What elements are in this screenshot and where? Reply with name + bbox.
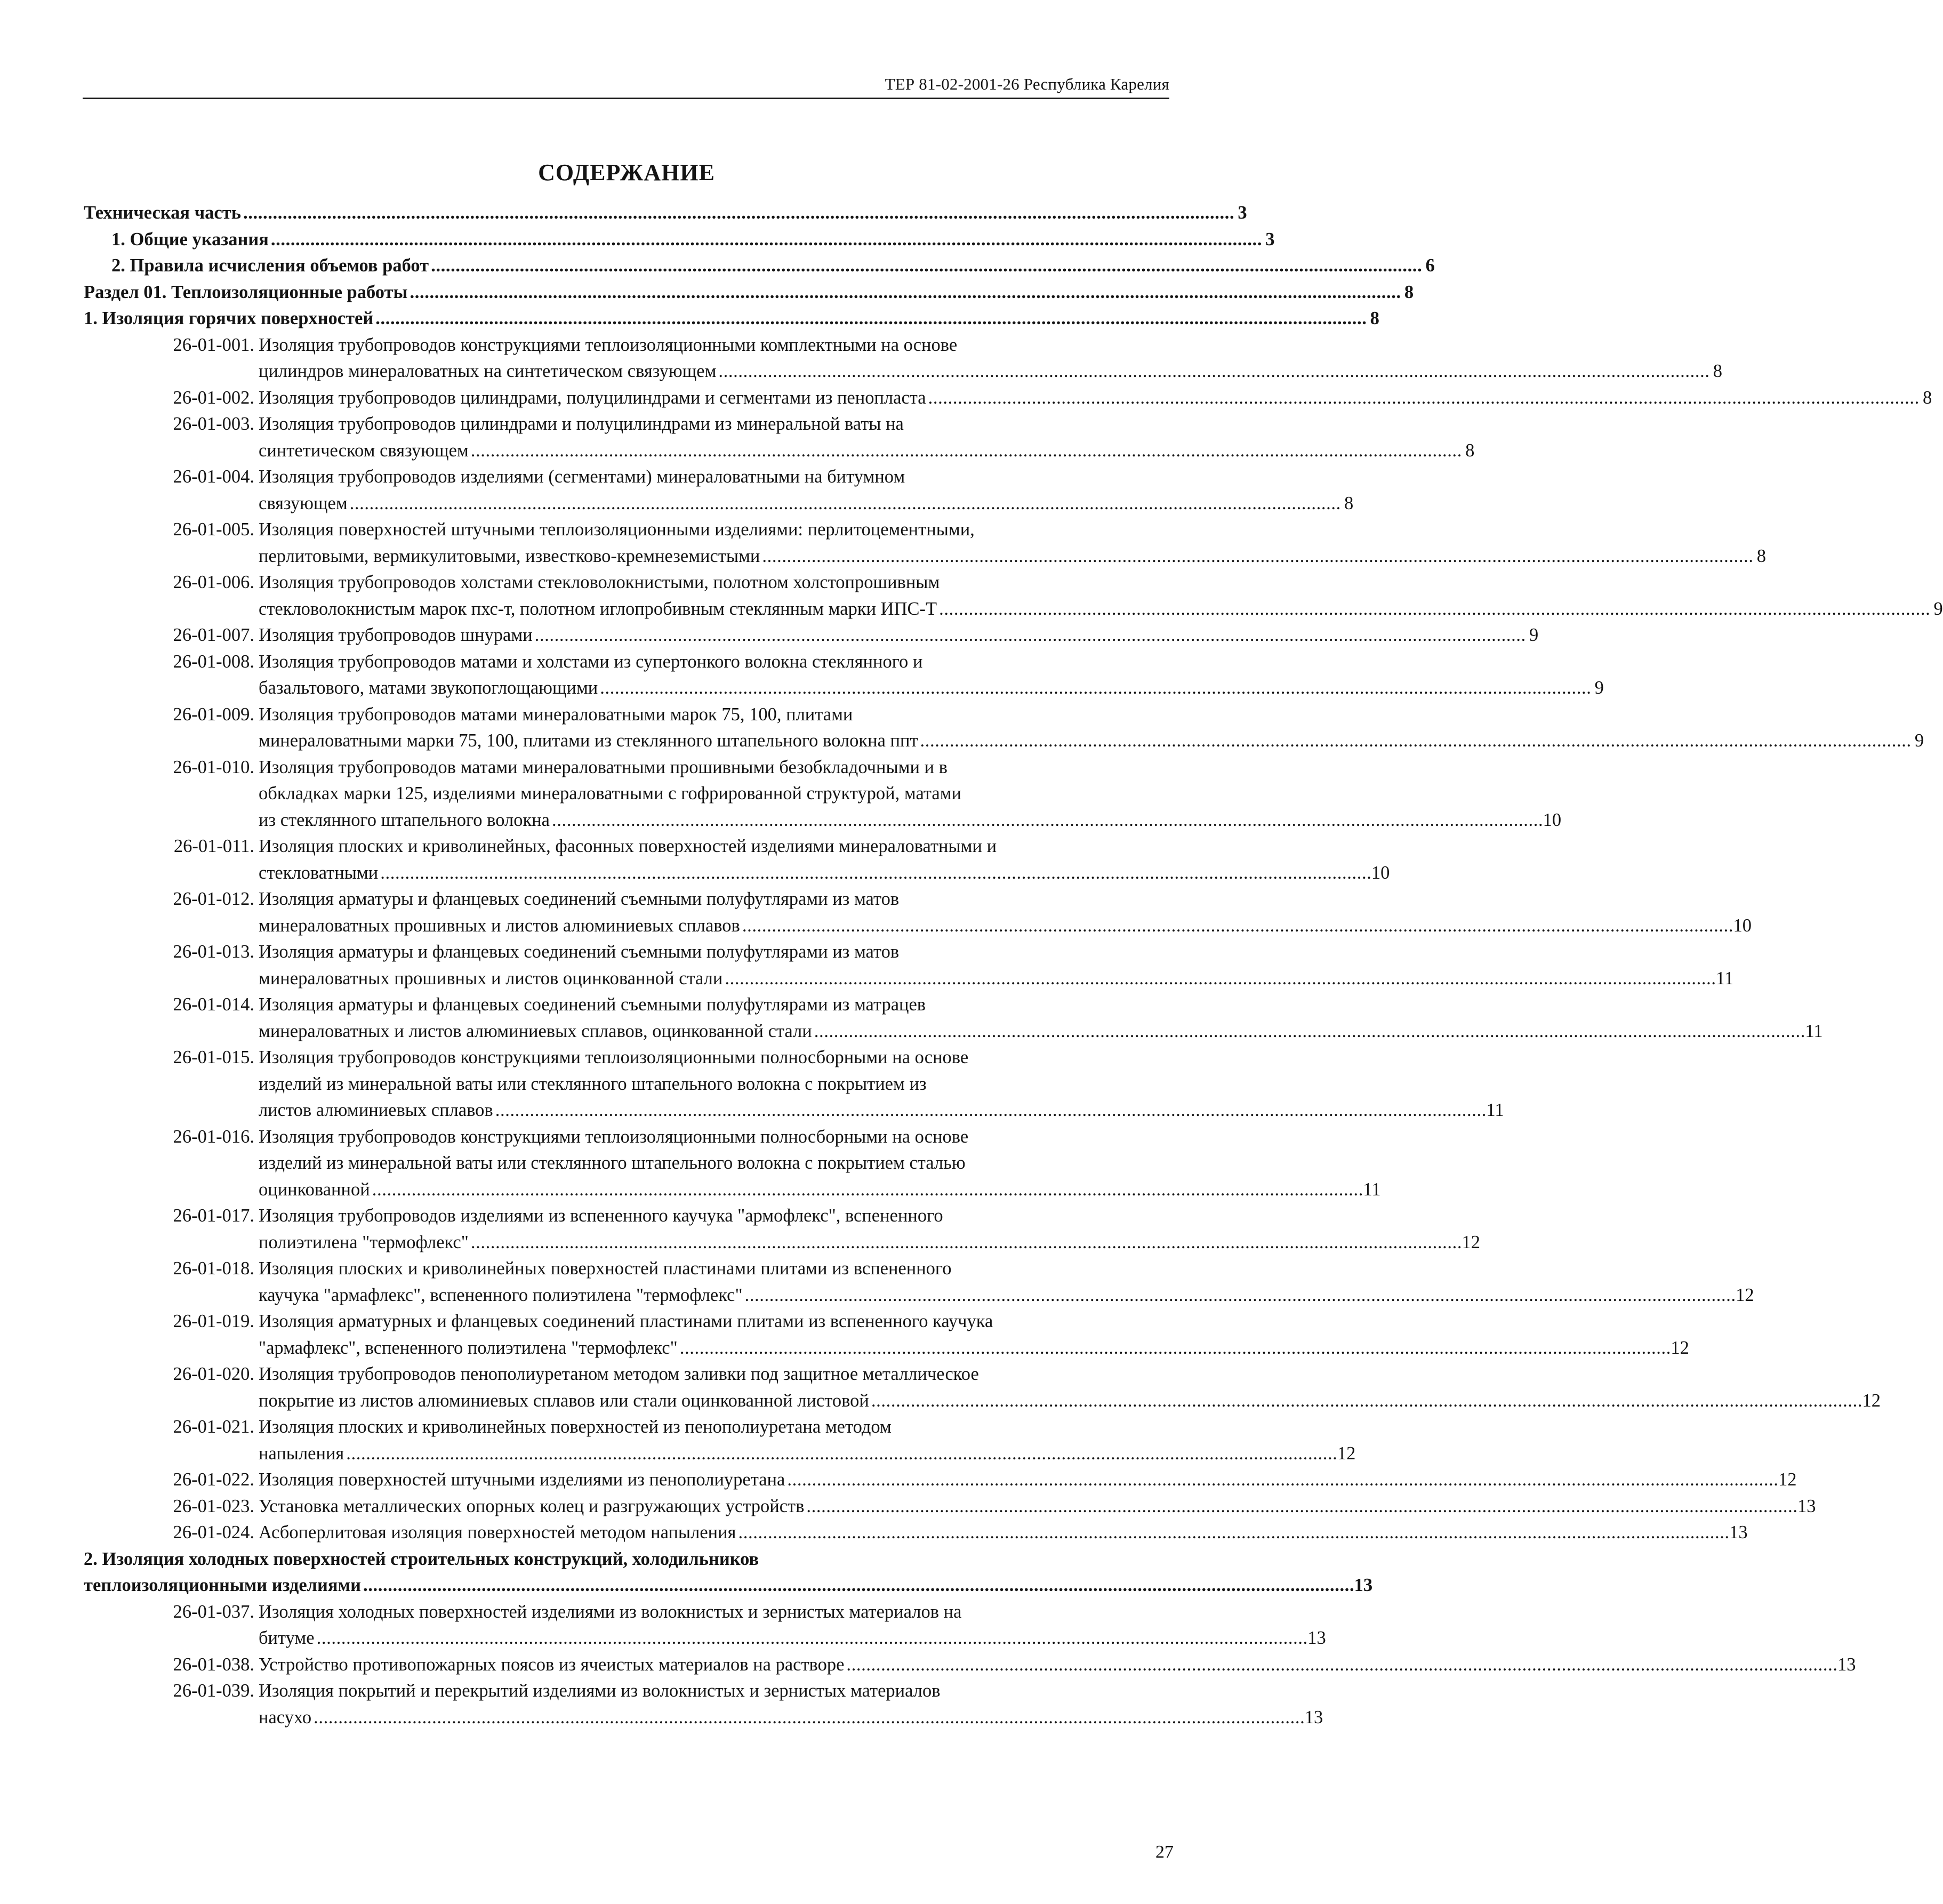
toc-entry-text: изделий из минеральной ваты или стеклянного штапельного волокна с покрытием из — [259, 1073, 927, 1094]
toc-entry-code: 26-01-037. — [173, 1601, 254, 1622]
toc-entry-text: Изоляция арматуры и фланцевых соединений съемными полуфутлярами из матов — [259, 889, 900, 909]
toc-entry[interactable] — [84, 833, 1390, 886]
toc-page-ref: 13 — [1729, 1522, 1748, 1543]
toc-entry-body — [254, 939, 1734, 992]
toc-entry-code: 26-01-018. — [173, 1258, 254, 1279]
toc-entry-text: стекловатными — [259, 862, 379, 883]
toc-entry-code: 26-01-015. — [173, 1047, 254, 1067]
toc-page-ref: 12 — [1778, 1469, 1797, 1490]
toc-entry-line — [84, 306, 1379, 332]
toc-entry-text: полиэтилена "термофлекс" — [259, 1232, 469, 1252]
toc-page-ref: 8 — [1713, 361, 1723, 381]
toc-entry-text: минераловатных и листов алюминиевых сплавов, оцинкованной стали — [259, 1021, 812, 1041]
toc-entry-code: 26-01-024. — [173, 1522, 254, 1543]
dot-leader — [471, 438, 1460, 464]
toc-entry-code: 26-01-039. — [173, 1681, 254, 1701]
toc-entry-body — [254, 1308, 1689, 1361]
table-of-contents — [84, 200, 1943, 1731]
dot-leader — [920, 728, 1909, 754]
toc-page-ref: 3 — [1238, 203, 1247, 223]
toc-entry-body — [254, 1203, 1480, 1256]
toc-page-ref: 9 — [1933, 598, 1943, 619]
toc-entry-line — [259, 622, 1539, 649]
toc-entry-line — [111, 227, 1275, 253]
toc-entry-line — [259, 1124, 1169, 1151]
toc-entry-line — [259, 596, 1943, 623]
toc-entry-line — [259, 1599, 1169, 1626]
toc-entry-line — [259, 833, 1169, 860]
toc-entry-text: Изоляция поверхностей штучными изделиями из пенополиуретана — [259, 1469, 785, 1490]
dot-leader — [380, 860, 1369, 887]
dot-leader — [814, 1018, 1803, 1045]
toc-entry-text: Изоляция трубопроводов матами минераловатными марок 75, 100, плитами — [259, 704, 853, 725]
toc-entry-line — [259, 464, 1169, 491]
toc-page-ref: 13 — [1797, 1496, 1816, 1516]
dot-leader — [271, 227, 1260, 253]
toc-page-ref: 6 — [1425, 255, 1435, 276]
toc-entry-body — [254, 833, 1390, 886]
toc-entry-line — [259, 1308, 1169, 1335]
toc-page-ref: 8 — [1465, 440, 1475, 461]
toc-entry-body — [254, 1124, 1381, 1203]
toc-entry-text: связующем — [259, 493, 348, 513]
dot-leader — [431, 253, 1420, 279]
toc-entry-text: Изоляция трубопроводов изделиями из вспененного каучука "армофлекс", вспененного — [259, 1206, 943, 1226]
toc-entry-body — [254, 1652, 1856, 1678]
toc-entry-line — [84, 1572, 1373, 1599]
toc-entry-line — [259, 1493, 1816, 1520]
toc-entry[interactable] — [84, 200, 1247, 227]
toc-entry-line — [259, 1388, 1881, 1415]
toc-entry-line — [259, 438, 1475, 464]
toc-page-ref: 8 — [1404, 282, 1414, 302]
toc-entry[interactable] — [84, 1493, 1816, 1520]
toc-entry-body — [254, 517, 1767, 569]
toc-entry-code: 26-01-020. — [173, 1364, 254, 1384]
toc-entry[interactable] — [84, 517, 1767, 569]
toc-page-ref: 11 — [1715, 968, 1734, 989]
toc-entry-code: 26-01-021. — [173, 1417, 254, 1437]
toc-entry[interactable] — [84, 1308, 1689, 1361]
dot-leader — [346, 1441, 1335, 1467]
toc-entry-body — [111, 253, 1435, 279]
toc-entry-body — [254, 1045, 1504, 1124]
toc-entry-text: Изоляция трубопроводов конструкциями теплоизоляционными комплектными на основе — [259, 334, 958, 355]
toc-entry-line — [259, 385, 1932, 412]
toc-entry-text: Раздел 01. Теплоизоляционные работы — [84, 282, 408, 302]
dot-leader — [928, 385, 1917, 412]
toc-entry-text: минераловатными марки 75, 100, плитами из стеклянного штапельного волокна ппт — [259, 730, 918, 751]
dot-leader — [745, 1282, 1734, 1309]
toc-entry-text: Изоляция арматуры и фланцевых соединений съемными полуфутлярами из матов — [259, 942, 900, 962]
toc-entry-line — [259, 1414, 1169, 1441]
toc-entry-line — [259, 1097, 1504, 1124]
toc-entry-text: Устройство противопожарных поясов из ячеистых материалов на растворе — [259, 1654, 845, 1675]
toc-entry-line — [259, 728, 1924, 754]
toc-entry-line — [259, 675, 1604, 702]
toc-entry-line — [259, 411, 1169, 438]
toc-page-ref: 11 — [1363, 1179, 1381, 1200]
toc-entry[interactable] — [84, 1678, 1323, 1731]
toc-entry-text: каучука "армафлекс", вспененного полиэтилена "термофлекс" — [259, 1284, 743, 1305]
dot-leader — [806, 1493, 1795, 1520]
dot-leader — [243, 200, 1232, 227]
toc-entry-line — [259, 332, 1169, 359]
dot-leader — [471, 1230, 1460, 1256]
toc-entry-line — [111, 253, 1435, 279]
toc-entry-line — [259, 1018, 1823, 1045]
toc-entry-body — [254, 1520, 1748, 1546]
toc-indent — [84, 227, 111, 253]
toc-page-ref: 13 — [1304, 1707, 1323, 1728]
toc-entry[interactable] — [84, 464, 1354, 517]
toc-entry-code: 26-01-007. — [173, 625, 254, 645]
toc-entry[interactable] — [84, 227, 1275, 253]
toc-entry-text: 2. Изоляция холодных поверхностей строительных конструкций, холодильников — [84, 1548, 759, 1569]
header-rule — [83, 98, 1169, 99]
toc-entry-line — [259, 1150, 1169, 1177]
toc-entry-line — [259, 939, 1169, 966]
dot-leader — [314, 1705, 1303, 1731]
toc-page-ref: 11 — [1486, 1100, 1504, 1120]
toc-entry-line — [259, 1071, 1169, 1098]
toc-entry-code: 26-01-009. — [173, 704, 254, 725]
toc-entry-body — [254, 1599, 1326, 1652]
toc-entry-line — [259, 1441, 1356, 1467]
toc-page-ref: 11 — [1805, 1021, 1823, 1041]
toc-page-ref: 8 — [1922, 387, 1932, 408]
toc-entry-text: Изоляция покрытий и перекрытий изделиями из волокнистых и зернистых материалов — [259, 1681, 941, 1701]
dot-leader — [738, 1520, 1727, 1546]
toc-entry-text: насухо — [259, 1707, 312, 1728]
toc-entry-text: напыления — [259, 1443, 344, 1464]
toc-entry-text: стекловолокнистым марок пхс-т, полотном иглопробивным стеклянным марки ИПС-Т — [259, 598, 937, 619]
toc-entry[interactable] — [84, 1599, 1326, 1652]
toc-entry-text: Изоляция трубопроводов матами минераловатными прошивными безобкладочными и в — [259, 757, 948, 777]
toc-entry-text: покрытие из листов алюминиевых сплавов или стали оцинкованной листовой — [259, 1390, 869, 1411]
dot-leader — [762, 543, 1751, 570]
toc-entry-text: Изоляция плоских и криволинейных, фасонных поверхностей изделиями минераловатными и — [259, 836, 997, 856]
toc-entry-body — [254, 886, 1752, 939]
toc-entry[interactable] — [84, 1546, 1373, 1599]
toc-entry-text: 1. Общие указания — [111, 229, 269, 250]
toc-entry-body — [254, 1256, 1754, 1308]
toc-entry-code: 26-01-011. — [173, 836, 254, 856]
toc-entry-body — [254, 622, 1539, 649]
toc-entry-body — [84, 200, 1247, 227]
toc-entry-body — [254, 1467, 1797, 1493]
toc-entry-line — [259, 886, 1169, 913]
toc-page-ref: 8 — [1344, 493, 1354, 513]
toc-entry-line — [259, 807, 1562, 834]
toc-entry-text: Изоляция трубопроводов шнурами — [259, 625, 533, 645]
dot-leader — [552, 807, 1541, 834]
toc-entry-body — [84, 279, 1414, 306]
toc-page-ref: 12 — [1671, 1337, 1689, 1358]
toc-entry-line — [84, 200, 1247, 227]
toc-entry-line — [259, 992, 1169, 1018]
toc-entry-line — [259, 754, 1169, 781]
toc-entry-code: 26-01-006. — [173, 572, 254, 592]
toc-entry-body — [254, 569, 1943, 622]
toc-entry[interactable] — [84, 1124, 1381, 1203]
toc-entry-text: Изоляция трубопроводов холстами стекловолокнистыми, полотном холстопрошивным — [259, 572, 940, 592]
toc-entry-text: листов алюминиевых сплавов — [259, 1100, 493, 1120]
dot-leader — [725, 966, 1714, 992]
toc-entry[interactable] — [84, 332, 1723, 385]
dot-leader — [317, 1625, 1306, 1652]
toc-page-ref: 13 — [1837, 1654, 1856, 1675]
toc-entry-text: Изоляция трубопроводов конструкциями теплоизоляционными полносборными на основе — [259, 1047, 969, 1067]
page-number: 27 — [1155, 1842, 1174, 1862]
dot-leader — [600, 675, 1589, 702]
toc-page-ref: 12 — [1736, 1284, 1754, 1305]
toc-entry-text: минераловатных прошивных и листов алюминиевых сплавов — [259, 915, 740, 936]
toc-entry-line — [259, 1177, 1381, 1203]
toc-page-ref: 12 — [1337, 1443, 1356, 1464]
dot-leader — [742, 913, 1731, 939]
toc-page-ref: 10 — [1733, 915, 1752, 936]
dot-leader — [846, 1652, 1835, 1678]
toc-entry-text: Изоляция плоских и криволинейных поверхностей пластинами плитами из вспененного — [259, 1258, 952, 1279]
toc-entry-text: Изоляция поверхностей штучными теплоизоляционными изделиями: перлитоцементными, — [259, 519, 975, 540]
toc-entry-text: теплоизоляционными изделиями — [84, 1575, 361, 1595]
toc-entry-text: минераловатных прошивных и листов оцинкованной стали — [259, 968, 723, 989]
toc-entry-text: Установка металлических опорных колец и разгружающих устройств — [259, 1496, 805, 1516]
toc-entry-body — [254, 411, 1475, 464]
toc-entry[interactable] — [84, 569, 1943, 622]
toc-entry-text: Асбоперлитовая изоляция поверхностей методом напыления — [259, 1522, 736, 1543]
toc-page-ref: 9 — [1594, 678, 1604, 698]
toc-entry[interactable] — [84, 1045, 1504, 1124]
toc-entry[interactable] — [84, 702, 1924, 754]
toc-entry[interactable] — [84, 754, 1562, 834]
toc-page-ref: 12 — [1862, 1390, 1881, 1411]
toc-page-ref: 13 — [1354, 1575, 1373, 1595]
toc-entry-line — [259, 913, 1752, 939]
toc-entry[interactable] — [84, 939, 1734, 992]
toc-entry-line — [259, 781, 1169, 807]
toc-entry-body — [254, 649, 1604, 702]
toc-entry-body — [254, 754, 1562, 834]
toc-entry-code: 26-01-019. — [173, 1311, 254, 1331]
dot-leader — [363, 1572, 1352, 1599]
toc-entry-text: Изоляция трубопроводов конструкциями теплоизоляционными полносборными на основе — [259, 1126, 969, 1147]
toc-entry-text: из стеклянного штапельного волокна — [259, 809, 550, 830]
toc-entry-body — [111, 227, 1275, 253]
toc-entry-code: 26-01-008. — [173, 651, 254, 672]
toc-entry-line — [259, 358, 1723, 385]
toc-entry-line — [259, 569, 1169, 596]
toc-entry-body — [84, 1546, 1373, 1599]
toc-entry[interactable] — [84, 385, 1932, 412]
toc-entry-line — [259, 1335, 1689, 1362]
toc-entry[interactable] — [84, 1414, 1356, 1467]
dot-leader — [375, 306, 1364, 332]
toc-entry-text: оцинкованной — [259, 1179, 370, 1200]
toc-entry-text: 1. Изоляция горячих поверхностей — [84, 308, 374, 328]
toc-entry-text: цилиндров минераловатных на синтетическом связующем — [259, 361, 717, 381]
toc-entry-text: базальтового, матами звукопоглощающими — [259, 678, 598, 698]
toc-entry-text: Изоляция арматурных и фланцевых соединений пластинами плитами из вспененного каучука — [259, 1311, 993, 1331]
toc-entry-line — [259, 1230, 1480, 1256]
toc-entry-line — [259, 543, 1767, 570]
toc-entry-line — [259, 1678, 1169, 1705]
toc-page-ref: 8 — [1756, 545, 1767, 566]
toc-page-ref: 10 — [1543, 809, 1562, 830]
dot-leader — [535, 622, 1524, 649]
toc-entry-line — [259, 1282, 1754, 1309]
toc-entry[interactable] — [84, 1203, 1480, 1256]
toc-entry[interactable] — [84, 886, 1752, 939]
toc-entry-text: Изоляция трубопроводов матами и холстами из супертонкого волокна стеклянного и — [259, 651, 923, 672]
toc-entry-text: перлитовыми, вермикулитовыми, известково-кремнеземистыми — [259, 545, 760, 566]
toc-entry[interactable] — [84, 253, 1435, 279]
toc-entry[interactable] — [84, 1256, 1754, 1308]
toc-entry-code: 26-01-003. — [173, 414, 254, 434]
toc-entry-line — [259, 702, 1169, 728]
toc-entry-text: 2. Правила исчисления объемов работ — [111, 255, 429, 276]
toc-entry-body — [84, 306, 1379, 332]
toc-entry-body — [254, 992, 1823, 1045]
toc-entry-code: 26-01-002. — [173, 387, 254, 408]
toc-entry-line — [84, 1546, 1169, 1573]
toc-entry-line — [259, 649, 1169, 676]
toc-entry-body — [254, 464, 1354, 517]
toc-entry-line — [259, 860, 1390, 887]
toc-entry-code: 26-01-022. — [173, 1469, 254, 1490]
toc-entry-body — [254, 385, 1932, 412]
toc-entry-text: "армафлекс", вспененного полиэтилена "термофлекс" — [259, 1337, 678, 1358]
dot-leader — [350, 491, 1339, 517]
toc-entry-line — [259, 1203, 1169, 1230]
toc-entry-body — [254, 702, 1924, 754]
toc-entry-text: Изоляция трубопроводов пенополиуретаном методом заливки под защитное металлическое — [259, 1364, 979, 1384]
toc-entry-line — [259, 517, 1169, 543]
toc-entry-text: Изоляция арматуры и фланцевых соединений съемными полуфутлярами из матрацев — [259, 994, 926, 1015]
toc-entry-body — [254, 332, 1723, 385]
toc-entry[interactable] — [84, 1652, 1856, 1678]
toc-entry-body — [254, 1678, 1323, 1731]
dot-leader — [939, 596, 1928, 623]
toc-entry-line — [259, 1467, 1797, 1493]
toc-entry[interactable] — [84, 1467, 1797, 1493]
toc-entry-code: 26-01-013. — [173, 942, 254, 962]
toc-page-ref: 9 — [1529, 625, 1539, 645]
toc-entry[interactable] — [84, 649, 1604, 702]
toc-entry-line — [259, 1705, 1323, 1731]
page-title: СОДЕРЖАНИЕ — [538, 159, 715, 186]
toc-entry-body — [254, 1493, 1816, 1520]
toc-entry-code: 26-01-004. — [173, 467, 254, 487]
toc-entry-line — [259, 1520, 1748, 1546]
toc-entry-line — [259, 1256, 1169, 1282]
toc-entry-code: 26-01-023. — [173, 1496, 254, 1516]
toc-entry[interactable] — [84, 306, 1379, 332]
toc-entry-line — [259, 1625, 1326, 1652]
dot-leader — [680, 1335, 1669, 1362]
toc-entry-body — [254, 1361, 1881, 1414]
toc-entry-text: Изоляция трубопроводов цилиндрами и полуцилиндрами из минеральной ваты на — [259, 414, 904, 434]
dot-leader — [787, 1467, 1776, 1493]
toc-entry[interactable] — [84, 411, 1475, 464]
running-header: ТЕР 81-02-2001-26 Республика Карелия — [885, 75, 1169, 93]
toc-entry-text: битуме — [259, 1628, 315, 1648]
toc-entry-code: 26-01-016. — [173, 1126, 254, 1147]
toc-indent — [84, 253, 111, 279]
toc-entry-code: 26-01-005. — [173, 519, 254, 540]
toc-entry-line — [259, 1045, 1169, 1071]
toc-entry-code: 26-01-014. — [173, 994, 254, 1015]
toc-entry-line — [259, 491, 1354, 517]
dot-leader — [410, 279, 1399, 306]
toc-entry-code: 26-01-001. — [173, 334, 254, 355]
toc-entry-text: Изоляция трубопроводов цилиндрами, полуцилиндрами и сегментами из пенопласта — [259, 387, 926, 408]
toc-entry-text: изделий из минеральной ваты или стеклянного штапельного волокна с покрытием сталью — [259, 1153, 966, 1173]
dot-leader — [718, 358, 1707, 385]
toc-entry-line — [259, 1361, 1169, 1388]
toc-entry-text: Изоляция холодных поверхностей изделиями из волокнистых и зернистых материалов на — [259, 1601, 962, 1622]
toc-entry-line — [259, 1652, 1856, 1678]
toc-page-ref: 9 — [1914, 730, 1924, 751]
toc-page-ref: 3 — [1265, 229, 1275, 250]
dot-leader — [871, 1388, 1860, 1415]
dot-leader — [372, 1177, 1361, 1203]
toc-entry[interactable] — [84, 1520, 1748, 1546]
toc-entry-text: Изоляция трубопроводов изделиями (сегментами) минераловатными на битумном — [259, 467, 905, 487]
toc-entry-code: 26-01-017. — [173, 1206, 254, 1226]
toc-entry[interactable] — [84, 622, 1539, 649]
toc-entry-text: синтетическом связующем — [259, 440, 469, 461]
toc-entry-text: обкладках марки 125, изделиями минераловатными с гофрированной структурой, матами — [259, 783, 962, 804]
toc-entry-text: Изоляция плоских и криволинейных поверхностей из пенополиуретана методом — [259, 1417, 892, 1437]
toc-page-ref: 12 — [1462, 1232, 1480, 1252]
toc-entry-line — [259, 966, 1734, 992]
toc-entry-code: 26-01-038. — [173, 1654, 254, 1675]
toc-entry[interactable] — [84, 992, 1823, 1045]
toc-page-ref: 10 — [1371, 862, 1390, 883]
toc-entry-code: 26-01-010. — [173, 757, 254, 777]
toc-entry-line — [84, 279, 1414, 306]
toc-page-ref: 13 — [1307, 1628, 1326, 1648]
toc-entry-body — [254, 1414, 1356, 1467]
dot-leader — [495, 1097, 1484, 1124]
toc-page-ref: 8 — [1370, 308, 1379, 328]
toc-entry-text: Техническая часть — [84, 203, 241, 223]
toc-entry[interactable] — [84, 279, 1414, 306]
toc-entry-code: 26-01-012. — [173, 889, 254, 909]
toc-entry[interactable] — [84, 1361, 1881, 1414]
